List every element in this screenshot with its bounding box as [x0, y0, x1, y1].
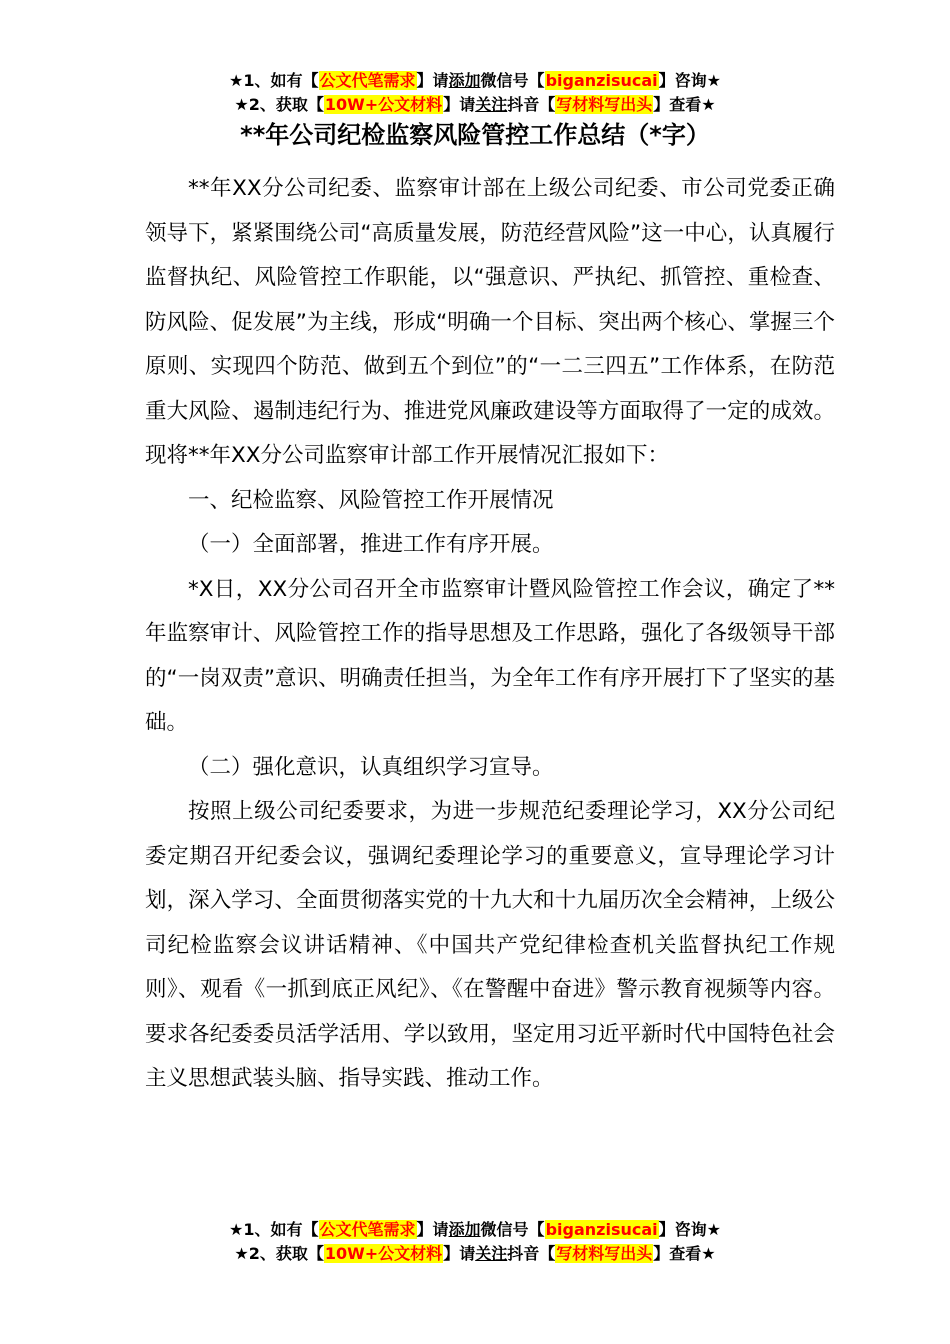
paragraph: *X日，XX分公司召开全市监察审计暨风险管控工作会议，确定了**年监察审计、风险管控工作的指导思想及工作思路，强化了各级领导干部的“一岗双责”意识、明确责任担当，为全年工作有序开展打下了坚实的基础。 [145, 576, 835, 735]
ad-highlight: biganzisucai [545, 1220, 658, 1239]
ad-text: 】请 [443, 95, 476, 114]
ad-text: 微信号【 [480, 71, 545, 90]
ad-highlight: 公文代笔需求 [319, 71, 416, 90]
document-title: **年公司纪检监察风险管控工作总结（*字） [240, 121, 710, 149]
ad-text: 1、如有【 [243, 71, 319, 90]
ad-text: 抖音【 [507, 1244, 556, 1263]
ad-highlight: 公文代笔需求 [319, 1220, 416, 1239]
ad-text: 】查看★ [653, 95, 716, 114]
subsection-heading: （二）强化意识，认真组织学习宣导。 [188, 754, 554, 780]
header-ad-line-2 [0, 94, 950, 116]
ad-text: 微信号【 [480, 1220, 545, 1239]
ad-underlined: 关注 [475, 95, 508, 114]
paragraph: 按照上级公司纪委要求，为进一步规范纪委理论学习，XX分公司纪委定期召开纪委会议，强调纪委理论学习的重要意义，宣导理论学习计划，深入学习、全面贯彻落实党的十九大和十九届历次全会精神，上级公司纪检监察会议讲话精神、《中国共产党纪律检查机关监督执纪工作规则》、观看《一抓到底正风纪》、《在警醒中奋进》警示教育视频等内容。要求各纪委委员活学活用、学以致用，坚定用习近平新时代中国特色社会主义思想武装头脑、指导实践、推动工作。 [145, 799, 835, 1091]
ad-underlined: 添加 [448, 1220, 481, 1239]
footer-ad-line-1 [0, 1219, 950, 1241]
ad-highlight: 10W+公文材料 [324, 95, 443, 114]
star-icon: ★ [234, 95, 249, 114]
star-icon: ★ [229, 1220, 244, 1239]
ad-highlight: 写材料写出头 [556, 95, 653, 114]
ad-underlined: 关注 [475, 1244, 508, 1263]
ad-text: 】请 [443, 1244, 476, 1263]
ad-highlight: 10W+公文材料 [324, 1244, 443, 1263]
ad-text: 抖音【 [507, 95, 556, 114]
star-icon: ★ [229, 71, 244, 90]
ad-text: 】查看★ [653, 1244, 716, 1263]
paragraph-intro: **年XX分公司纪委、监察审计部在上级公司纪委、市公司党委正确领导下，紧紧围绕公司“高质量发展，防范经营风险”这一中心，认真履行监督执纪、风险管控工作职能，以“强意识、严执纪、抓管控、重检查、防风险、促发展”为主线，形成“明确一个目标、突出两个核心、掌握三个原则、实现四个防范、做到五个到位”的“一二三四五”工作体系，在防范重大风险、遏制违纪行为、推进党风廉政建设等方面取得了一定的成效。现将**年XX分公司监察审计部工作开展情况汇报如下： [145, 176, 835, 468]
header-ad-line-1 [0, 70, 950, 92]
ad-text: 1、如有【 [243, 1220, 319, 1239]
ad-text: 】请 [416, 71, 449, 90]
ad-text: 】咨询★ [658, 1220, 721, 1239]
footer-ad-line-2 [0, 1243, 950, 1265]
subsection-heading: （一）全面部署，推进工作有序开展。 [188, 532, 554, 557]
star-icon: ★ [234, 1244, 249, 1263]
ad-underlined: 添加 [448, 71, 481, 90]
ad-text: 2、获取【 [248, 95, 324, 114]
ad-text: 2、获取【 [248, 1244, 324, 1263]
ad-highlight: 写材料写出头 [556, 1244, 653, 1263]
ad-text: 】请 [416, 1220, 449, 1239]
ad-text: 】咨询★ [658, 71, 721, 90]
document-body [145, 167, 835, 1102]
section-heading: 一、纪检监察、风险管控工作开展情况 [188, 487, 554, 513]
ad-highlight: biganzisucai [545, 71, 658, 90]
